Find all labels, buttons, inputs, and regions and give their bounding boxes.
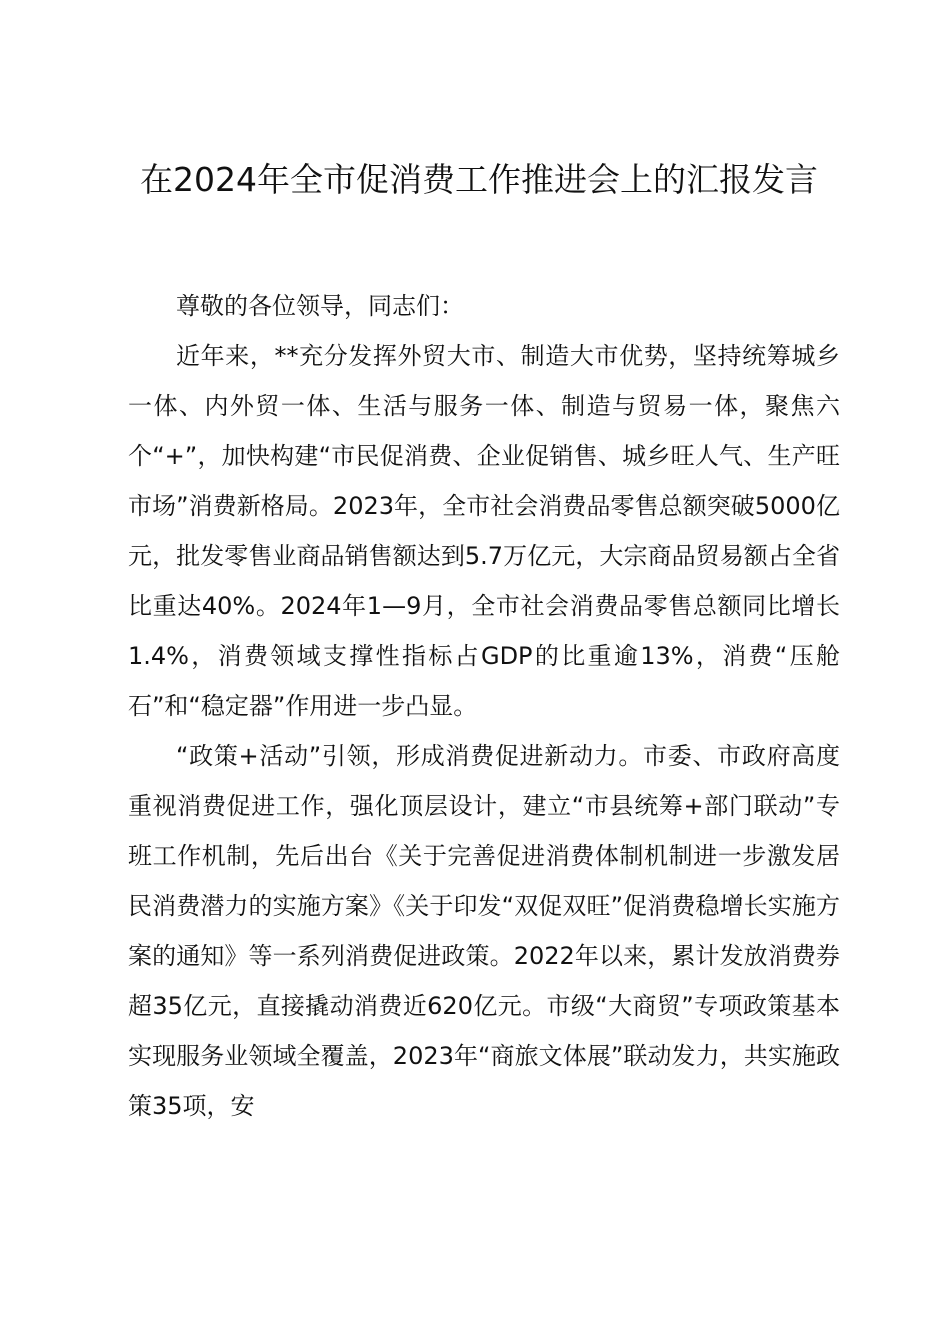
paragraph-1: 近年来，**充分发挥外贸大市、制造大市优势，坚持统筹城乡一体、内外贸一体、生活与服务一体、制造与贸易一体，聚焦六个“+”，加快构建“市民促消费、企业促销售、城乡旺人气、生产旺市场”消费新格局。2023年，全市社会消费品零售总额突破5000亿元，批发零售业商品销售额达到5.7万亿元，大宗商品贸易额占全省比重达40%。2024年1—9月，全市社会消费品零售总额同比增长1.4%，消费领域支撑性指标占GDP的比重逾13%，消费“压舱石”和“稳定器”作用进一步凸显。 — [128, 342, 840, 720]
document-title: 在2024年全市促消费工作推进会上的汇报发言 — [140, 160, 818, 199]
salutation: 尊敬的各位领导，同志们： — [176, 292, 464, 320]
document-body — [128, 281, 840, 1131]
paragraph-2: “政策+活动”引领，形成消费促进新动力。市委、市政府高度重视消费促进工作，强化顶层设计，建立“市县统筹+部门联动”专班工作机制，先后出台《关于完善促进消费体制机制进一步激发居民消费潜力的实施方案》《关于印发“双促双旺”促消费稳增长实施方案的通知》等一系列消费促进政策。2022年以来，累计发放消费券超35亿元，直接撬动消费近620亿元。市级“大商贸”专项政策基本实现服务业领域全覆盖，2023年“商旅文体展”联动发力，共实施政策35项，安 — [128, 742, 840, 1120]
